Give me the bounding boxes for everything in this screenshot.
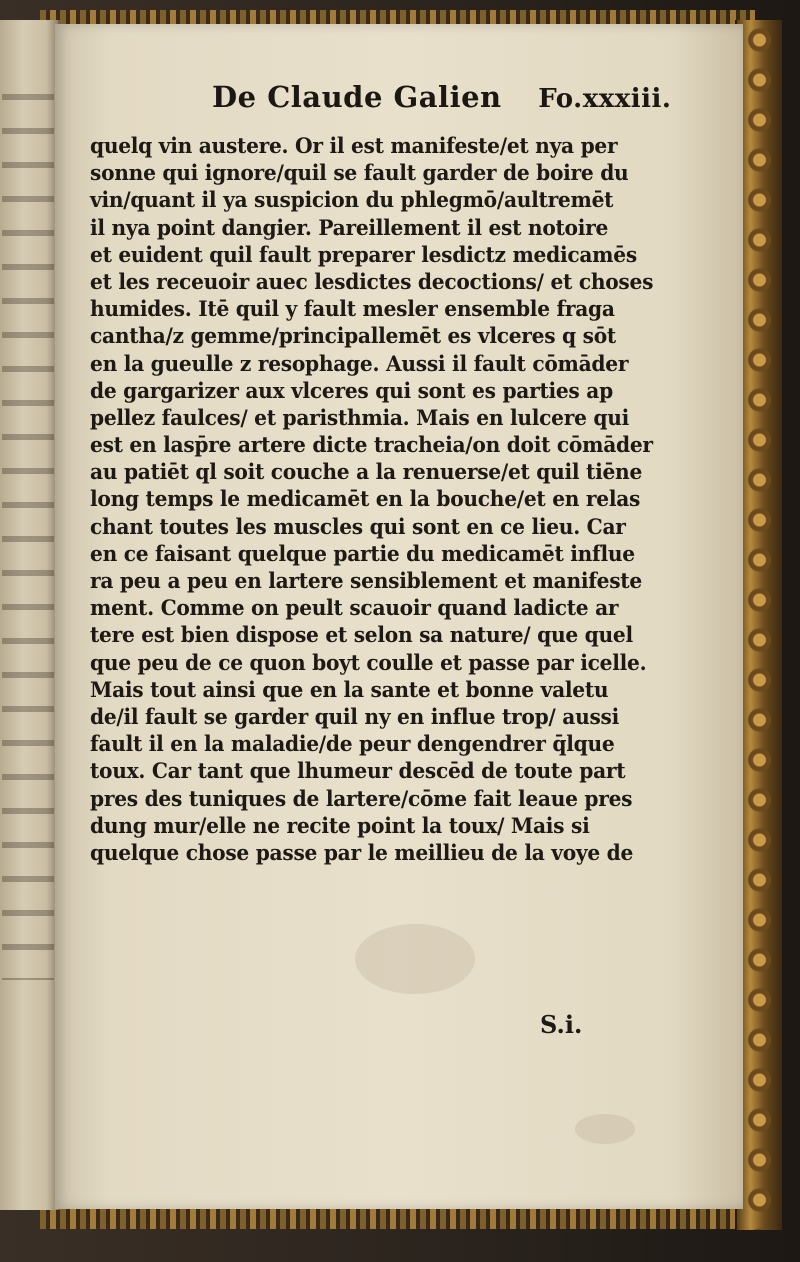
text-line: dung mur/elle ne recite point la toux/ Mais si [90, 812, 590, 838]
paper-stain [355, 924, 475, 994]
text-line: sonne qui ignore/quil se fault garder de boire du [90, 160, 629, 186]
text-line: ment. Comme on peult scauoir quand ladicte ar [90, 595, 619, 621]
text-line: et euident quil fault preparer lesdictz medicamēs [90, 241, 637, 267]
signature-mark: S.i. [540, 1010, 583, 1039]
text-line: de/il fault se garder quil ny en influe trop/ aussi [90, 703, 620, 729]
text-line: pres des tuniques de lartere/cōme fait leaue pres [90, 785, 633, 811]
text-line: ra peu a peu en lartere sensiblement et manifeste [90, 568, 642, 593]
text-line: tere est bien dispose et selon sa nature/ que quel [90, 622, 633, 648]
text-line: quelque chose passe par le meillieu de la voye de [90, 839, 634, 865]
text-line: au patiēt ql soit couche a la renuerse/et quil tiēne [90, 459, 643, 485]
text-line: chant toutes les muscles qui sont en ce lieu. Car [90, 513, 626, 539]
text-line: cantha/z gemme/principallemēt es vlceres q sōt [90, 323, 616, 349]
body-text [90, 132, 740, 866]
running-head-title: De Claude Galien [212, 80, 502, 114]
text-line: est en lasp̄re artere dicte tracheia/on doit cōmāder [90, 432, 653, 458]
text-line: et les receuoir auec lesdictes decoctions/ et choses [90, 268, 654, 294]
text-line: Mais tout ainsi que en la sante et bonne valetu [90, 676, 609, 702]
text-line: pellez faulces/ et paristhmia. Mais en lulcere qui [90, 404, 630, 430]
text-line: toux. Car tant que lhumeur descēd de toute part [90, 758, 626, 784]
text-line: en la gueulle z resophage. Aussi il fault cōmāder [90, 350, 629, 376]
text-line: il nya point dangier. Pareillement il est notoire [90, 214, 609, 240]
paper-stain [575, 1114, 635, 1144]
text-line: quelq vin austere. Or il est manifeste/et nya per [90, 133, 618, 158]
text-line: de gargarizer aux vlceres qui sont es parties ap [90, 377, 613, 403]
text-line: fault il en la maladie/de peur dengendrer q̄lque [90, 731, 615, 757]
previous-page-edge [0, 20, 60, 1210]
text-line: vin/quant il ya suspicion du phlegmō/aultremēt [90, 187, 614, 213]
text-line: en ce faisant quelque partie du medicamēt influe [90, 540, 635, 566]
text-line: long temps le medicamēt en la bouche/et en relas [90, 486, 641, 512]
text-line: que peu de ce quon boyt coulle et passe par icelle. [90, 649, 647, 675]
folio-number: Fo.xxxiii. [538, 84, 672, 114]
running-head [212, 80, 682, 124]
previous-page-text-fragment [2, 80, 54, 980]
text-line: humides. Itē quil y fault mesler ensemble fraga [90, 296, 615, 322]
